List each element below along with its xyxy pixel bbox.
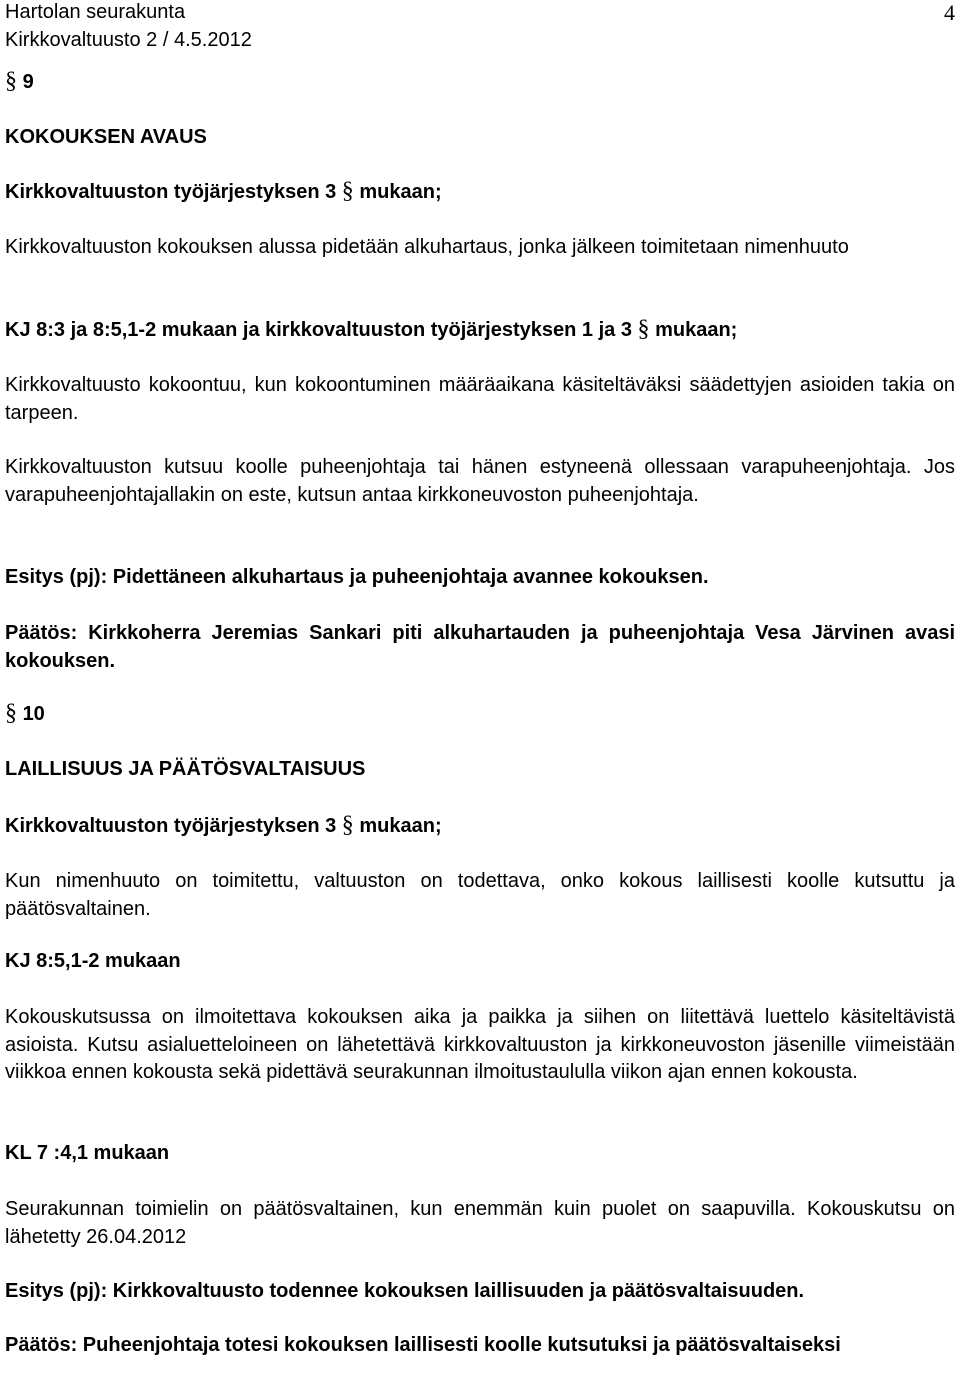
section-10-rule-2: KJ 8:5,1-2 mukaan — [5, 950, 181, 972]
section-sign: § — [5, 68, 17, 94]
section-sign: § — [637, 316, 650, 342]
section-9-heading — [5, 68, 955, 97]
section-9-rule-1: Kirkkovaltuuston työjärjestyksen 3 § mukaan; — [5, 178, 442, 204]
section-9-rule-2: KJ 8:3 ja 8:5,1-2 mukaan ja kirkkovaltuuston työjärjestyksen 1 ja 3 § mukaan; — [5, 316, 738, 342]
section-10-paragraph-2: Kokouskutsussa on ilmoitettava kokouksen aika ja paikka ja siihen on liitettävä luettelo käsiteltävistä asioista. Kutsu asialuetteloineen on lähetettävä kirkkovaltuuston ja kirkkoneuvoston jäsenille viimeistään viikkoa ennen kokousta sekä pidettävä seurakunnan ilmoitustaululla viikon ajan ennen kokousta. — [5, 1006, 955, 1083]
section-10-number: 10 — [22, 703, 45, 725]
section-9-title: KOKOUKSEN AVAUS — [5, 126, 207, 148]
page-number: 4 — [944, 0, 955, 25]
section-10-rule-1: Kirkkovaltuuston työjärjestyksen 3 § mukaan; — [5, 812, 442, 838]
header-organization: Hartolan seurakunta — [5, 1, 186, 23]
section-10-paragraph-1: Kun nimenhuuto on toimitettu, valtuuston on todettava, onko kokous laillisesti koolle kutsuttu ja päätösvaltainen. — [5, 870, 955, 920]
section-sign: § — [5, 700, 17, 726]
section-10-heading — [5, 700, 955, 729]
section-10-decision: Päätös: Puheenjohtaja totesi kokouksen laillisesti koolle kutsutuksi ja päätösvaltaiseksi — [5, 1334, 841, 1356]
section-sign: § — [341, 178, 354, 204]
section-10-paragraph-3: Seurakunnan toimielin on päätösvaltainen, kun enemmän kuin puolet on saapuvilla. Kokouskutsu on lähetetty 26.04.2012 — [5, 1198, 955, 1248]
section-9-proposal: Esitys (pj): Pidettäneen alkuhartaus ja puheenjohtaja avannee kokouksen. — [5, 566, 709, 588]
section-9-paragraph-2: Kirkkovaltuusto kokoontuu, kun kokoontuminen määräaikana käsiteltäväksi säädettyjen asioiden takia on tarpeen. — [5, 374, 955, 424]
section-10-rule-3: KL 7 :4,1 mukaan — [5, 1142, 170, 1164]
section-10-title: LAILLISUUS JA PÄÄTÖSVALTAISUUS — [5, 758, 366, 780]
section-sign: § — [341, 812, 354, 838]
section-9-number: 9 — [22, 71, 34, 93]
section-9-paragraph-3: Kirkkovaltuuston kutsuu koolle puheenjohtaja tai hänen estyneenä ollessaan varapuheenjohtaja. Jos varapuheenjohtajallakin on este, kutsun antaa kirkkoneuvoston puheenjohtaja. — [5, 456, 955, 506]
header-meeting: Kirkkovaltuusto 2 / 4.5.2012 — [5, 29, 252, 51]
section-9-decision: Päätös: Kirkkoherra Jeremias Sankari piti alkuhartauden ja puheenjohtaja Vesa Järvinen avasi kokouksen. — [5, 622, 955, 672]
section-10-proposal: Esitys (pj): Kirkkovaltuusto todennee kokouksen laillisuuden ja päätösvaltaisuuden. — [5, 1280, 805, 1302]
section-9-paragraph-1: Kirkkovaltuuston kokouksen alussa pidetään alkuhartaus, jonka jälkeen toimitetaan nimenhuuto — [5, 236, 849, 258]
